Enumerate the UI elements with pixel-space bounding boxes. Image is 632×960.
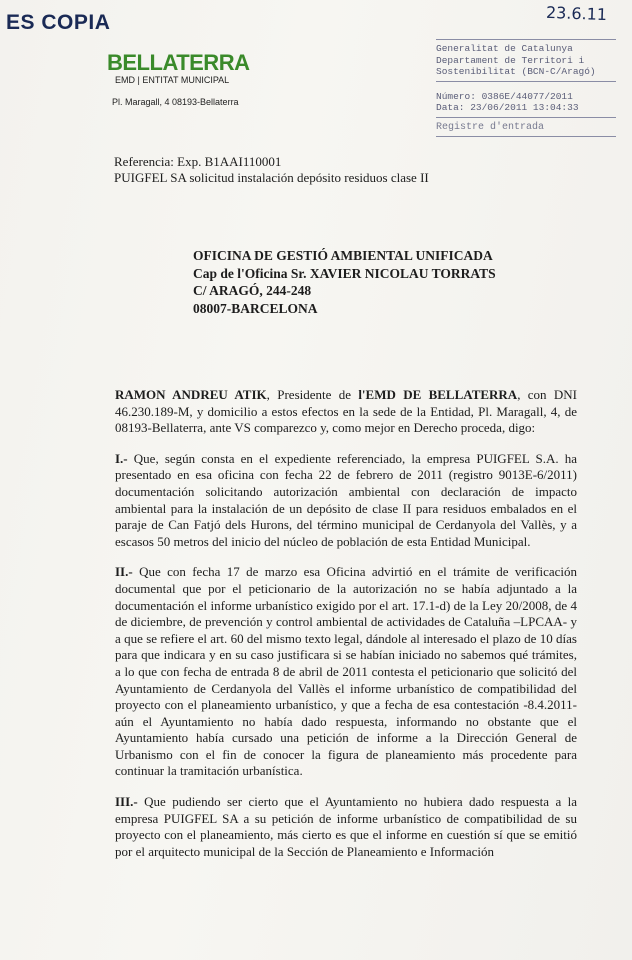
registry-numero: Número: 0386E/44077/2011 <box>436 90 573 102</box>
point-paragraph: I.- Que, según consta en el expediente referenciado, la empresa PUIGFEL S.A. ha presentado en esa oficina con fecha 22 de febrero de 2011 (registro 9013E-6/2011) documentación solicitando autorización ambiental con declaración de impacto ambiental para la instalación de un depósito de clase II para residuos embalados en el paraje de Can Fatjó dels Hurons, del término municipal de Cerdanyola del Vallès, y a escasos 50 metros del inicio del núcleo de población de esta Entidad Municipal. <box>115 450 577 549</box>
registry-line-1: Generalitat de Catalunya <box>436 43 573 54</box>
registry-line-2: Departament de Territori i <box>436 54 585 66</box>
letterhead-address: Pl. Maragall, 4 08193-Bellaterra <box>112 97 239 107</box>
letter-body <box>115 387 577 874</box>
intro-paragraph: RAMON ANDREU ATIK, Presidente de l'EMD DE BELLATERRA, con DNI 46.230.189-M, y domicilio a estos efectos en la sede de la Entidad, Pl. Maragall, 4, de 08193-Bellaterra, ante VS comparezco y, como mejor en Derecho proceda, digo: <box>115 387 577 436</box>
recipient-address <box>193 247 496 317</box>
registry-label: Registre d'entrada <box>436 121 545 133</box>
logo-text: BELLATERRA <box>107 50 250 75</box>
registry-line-3: Sostenibilitat (BCN-C/Aragó) <box>436 66 596 77</box>
point-paragraph: II.- Que con fecha 17 de marzo esa Oficina advirtió en el trámite de verificación documental que por el peticionario de la autorización no se había adjuntado a la documentación el informe urbanístico exigido por el art. 17.1-d) de la Ley 20/2008, de 4 de diciembre, de prevención y control ambiental de actividades de Cataluña –LPCAA- y a que se refiere el art. 60 del mismo texto legal, dándole al interesado el plazo de 10 días para que indicara y en su caso justificara si se habían iniciado no sabemos qué trámites, a lo que con fecha de entrada 8 de abril de 2011 contesta el peticionario que solicitó del Ayuntamiento de Cerdanyola del Vallès el informe urbanístico de compatibilidad del proyecto con el planeamiento urbanístico, y que a fecha de esa contestación -8.4.2011- aún el Ayuntamiento no había dado respuesta, informando no obstante que el Ayuntamiento había cursado una petición de informe a la Dirección General de Urbanismo con el fin de conocer la figura de planeamiento más procedente para continuar la tramitación urbanística. <box>115 564 577 779</box>
registry-divider <box>436 117 616 118</box>
point-paragraph: III.- Que pudiendo ser cierto que el Ayuntamiento no hubiera dado respuesta a la empresa PUIGFEL SA a su petición de informe urbanístico de compatibilidad de su proyecto con el planeamiento, más cierto es que el informe en cuestión sí que se emitió por el arquitecto municipal de la Sección de Planeamiento e Información <box>115 794 577 859</box>
recipient-line-2: Cap de l'Oficina Sr. XAVIER NICOLAU TORRATS <box>193 265 496 281</box>
recipient-line-3: C/ ARAGÓ, 244-248 <box>193 283 312 298</box>
registry-divider <box>436 39 616 40</box>
reference-line-1: Referencia: Exp. B1AAI110001 <box>114 154 282 169</box>
signatory-name: RAMON ANDREU ATIK <box>115 387 267 402</box>
reference-line-2: PUIGFEL SA solicitud instalación depósito residuos clase II <box>114 170 429 185</box>
entity-name: l'EMD DE BELLATERRA <box>358 387 518 402</box>
bellaterra-logo <box>107 52 257 85</box>
point-number: I.- <box>115 450 128 466</box>
registry-divider <box>436 136 616 137</box>
recipient-line-1: OFICINA DE GESTIÓ AMBIENTAL UNIFICADA <box>193 248 493 263</box>
reference-block <box>114 154 429 186</box>
point-number: III.- <box>115 794 138 810</box>
registry-stamp <box>436 36 616 140</box>
registry-divider <box>436 81 616 82</box>
es-copia-stamp: ES COPIA <box>6 11 111 34</box>
registry-date: Data: 23/06/2011 13:04:33 <box>436 102 579 113</box>
logo-subtitle: EMD | ENTITAT MUNICIPAL <box>115 75 230 85</box>
point-number: II.- <box>115 564 133 580</box>
handwritten-date: 23.6.11 <box>545 2 608 25</box>
recipient-line-4: 08007-BARCELONA <box>193 300 318 316</box>
